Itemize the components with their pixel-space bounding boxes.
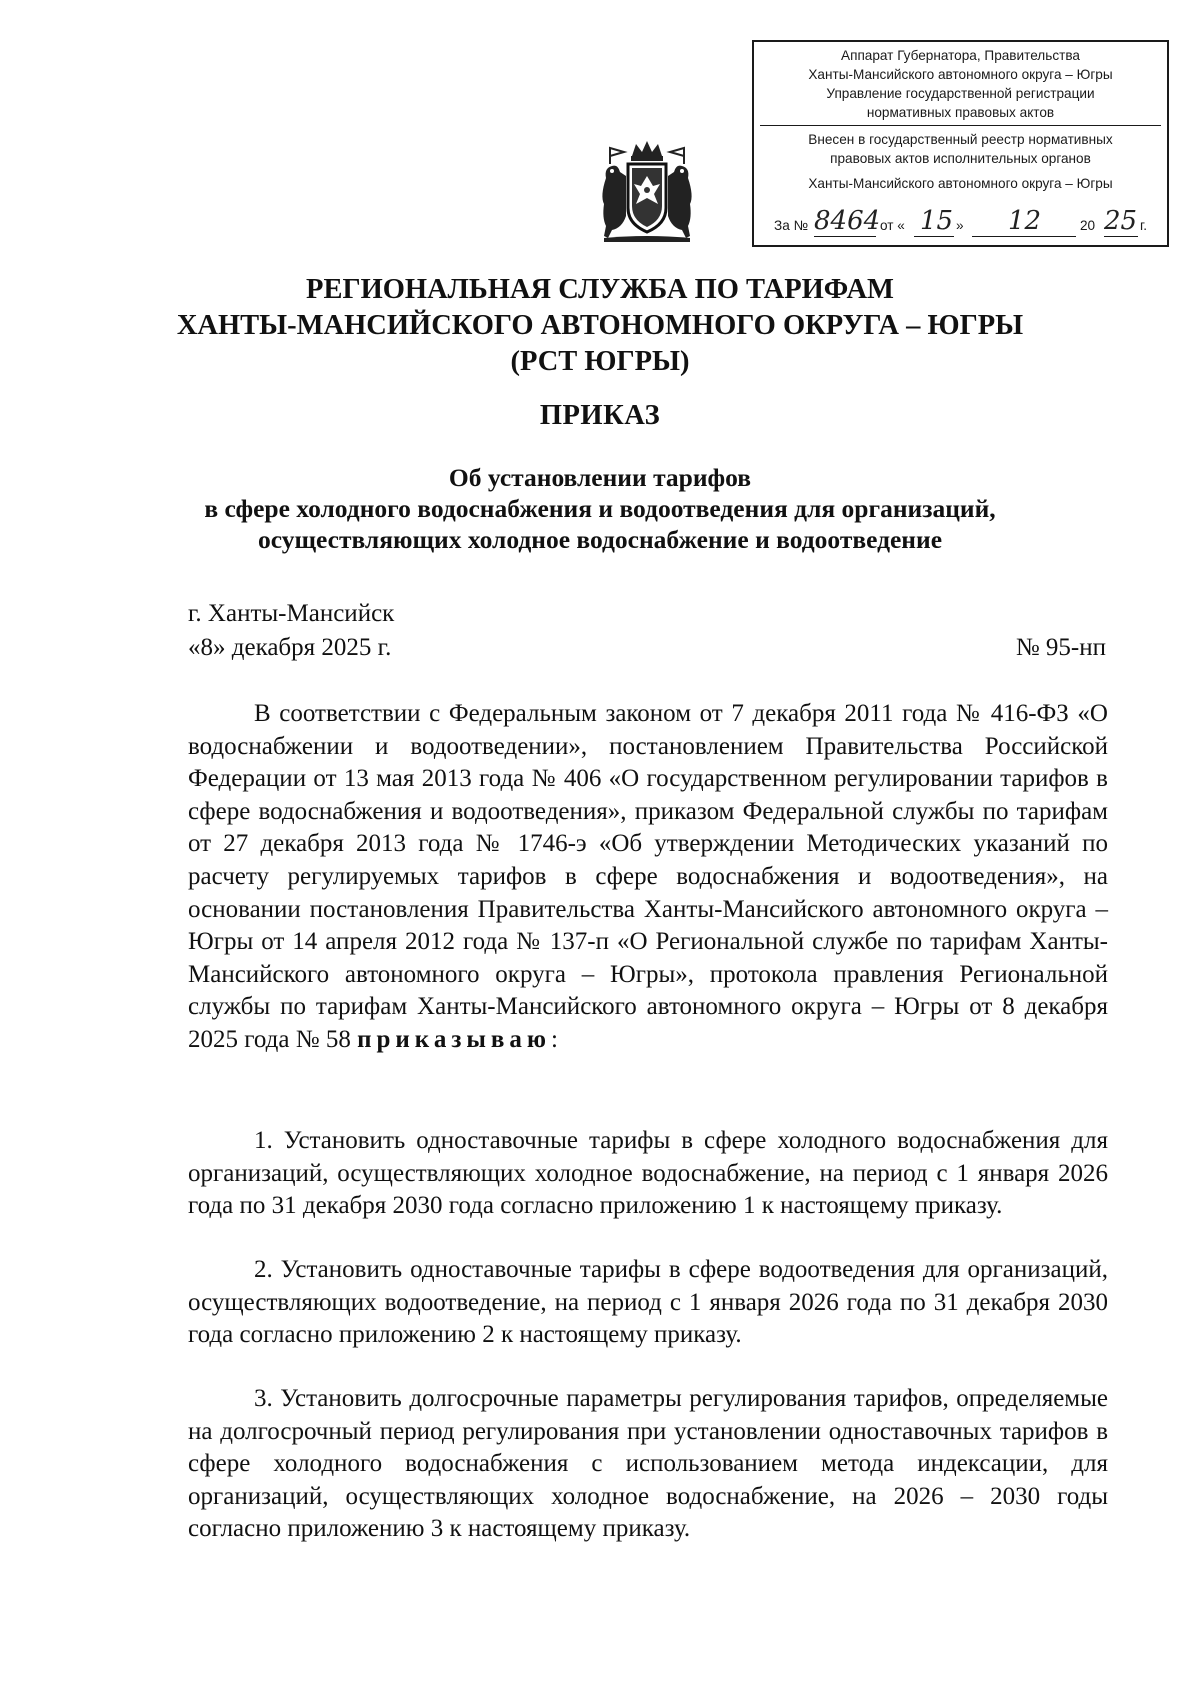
stamp-reg-year-prefix: 20 — [1080, 218, 1096, 233]
stamp-registration-line — [774, 207, 1159, 237]
stamp-line-2: Ханты-Мансийского автономного округа – Югры — [808, 67, 1113, 82]
stamp-reg-month-field — [972, 206, 1076, 237]
organization-name — [0, 272, 1200, 380]
stamp-reg-day-close: » — [956, 218, 964, 233]
coat-of-arms-icon — [598, 138, 696, 242]
order-item-2-text: 2. Установить одноставочные тарифы в сфере водоотведения для организаций, осуществляющих водоотведение, на период с 1 января 2026 года по 31 декабря 2030 года согласно приложению 2 к настоящему приказу. — [188, 1256, 1108, 1349]
subject-line-2: в сфере холодного водоснабжения и водоотведения для организаций, — [204, 494, 996, 523]
order-item-1 — [188, 1125, 1108, 1223]
registration-stamp — [752, 40, 1169, 247]
stamp-reg-year: 25 — [1104, 206, 1138, 236]
stamp-divider — [760, 125, 1161, 126]
document-number: № 95-нп — [1015, 634, 1106, 661]
stamp-line-4: нормативных правовых актов — [866, 105, 1055, 120]
subject-line-1: Об установлении тарифов — [448, 463, 752, 492]
stamp-line-6: правовых актов исполнительных органов — [830, 151, 1091, 166]
document-type: ПРИКАЗ — [539, 400, 661, 431]
stamp-reg-year-field — [1104, 206, 1138, 237]
order-item-2 — [188, 1254, 1108, 1352]
order-word: приказываю — [357, 1025, 552, 1053]
document-subject — [0, 462, 1200, 555]
stamp-reg-number: 8464 — [814, 206, 881, 236]
stamp-reg-from: от « — [880, 218, 905, 233]
order-item-3 — [188, 1383, 1108, 1546]
order-item-1-text: 1. Установить одноставочные тарифы в сфере холодного водоснабжения для организаций, осуществляющих холодное водоснабжение, на период с 1 января 2026 года по 31 декабря 2030 года согласно приложению 1 к настоящему приказу. — [188, 1127, 1108, 1220]
order-colon: : — [551, 1025, 558, 1053]
preamble-paragraph — [188, 698, 1108, 1057]
document-city: г. Ханты-Мансийск — [188, 600, 395, 627]
org-line-3: (РСТ ЮГРЫ) — [510, 346, 690, 377]
stamp-reg-day: 15 — [920, 206, 954, 236]
stamp-line-5: Внесен в государственный реестр нормативных — [808, 132, 1113, 147]
stamp-line-1: Аппарат Губернатора, Правительства — [841, 48, 1080, 63]
stamp-reg-year-suffix: г. — [1140, 218, 1148, 233]
subject-line-3: осуществляющих холодное водоснабжение и водоотведение — [257, 525, 943, 554]
org-line-1: РЕГИОНАЛЬНАЯ СЛУЖБА ПО ТАРИФАМ — [306, 274, 894, 305]
stamp-reg-number-field — [814, 206, 881, 237]
document-date: «8» декабря 2025 г. — [188, 634, 392, 661]
stamp-line-7: Ханты-Мансийского автономного округа – Югры — [808, 176, 1113, 191]
preamble-text: В соответствии с Федеральным законом от 7 декабря 2011 года № 416-ФЗ «О водоснабжении и водоотведении», постановлением Правительства Российской Федерации от 13 мая 2013 года № 406 «О государственном регулировании тарифов в сфере водоснабжения и водоотведения», приказом Федеральной службы по тарифам от 27 декабря 2013 года № 1746-э «Об утверждении Методических указаний по расчету регулируемых тарифов в сфере водоснабжения и водоотведения», на основании постановления Правительства Ханты-Мансийского автономного округа – Югры от 14 апреля 2012 года № 137-п «О Региональной службе по тарифам Ханты-Мансийского автономного округа – Югры», протокола правления Региональной службы по тарифам Ханты-Мансийского автономного округа – Югры от 8 декабря 2025 года № 58 — [188, 700, 1108, 1053]
stamp-reg-prefix: За № — [774, 218, 809, 233]
stamp-reg-day-field — [914, 206, 954, 237]
org-line-2: ХАНТЫ-МАНСИЙСКОГО АВТОНОМНОГО ОКРУГА – ЮГРЫ — [176, 310, 1024, 341]
order-item-3-text: 3. Установить долгосрочные параметры регулирования тарифов, определяемые на долгосрочный период регулирования при установлении одноставочных тарифов в сфере холодного водоснабжения с использованием метода индексации, для организаций, осуществляющих холодное водоснабжение, на 2026 – 2030 годы согласно приложению 3 к настоящему приказу. — [188, 1385, 1108, 1543]
stamp-line-3: Управление государственной регистрации — [826, 86, 1095, 101]
stamp-reg-month: 12 — [1008, 206, 1042, 236]
